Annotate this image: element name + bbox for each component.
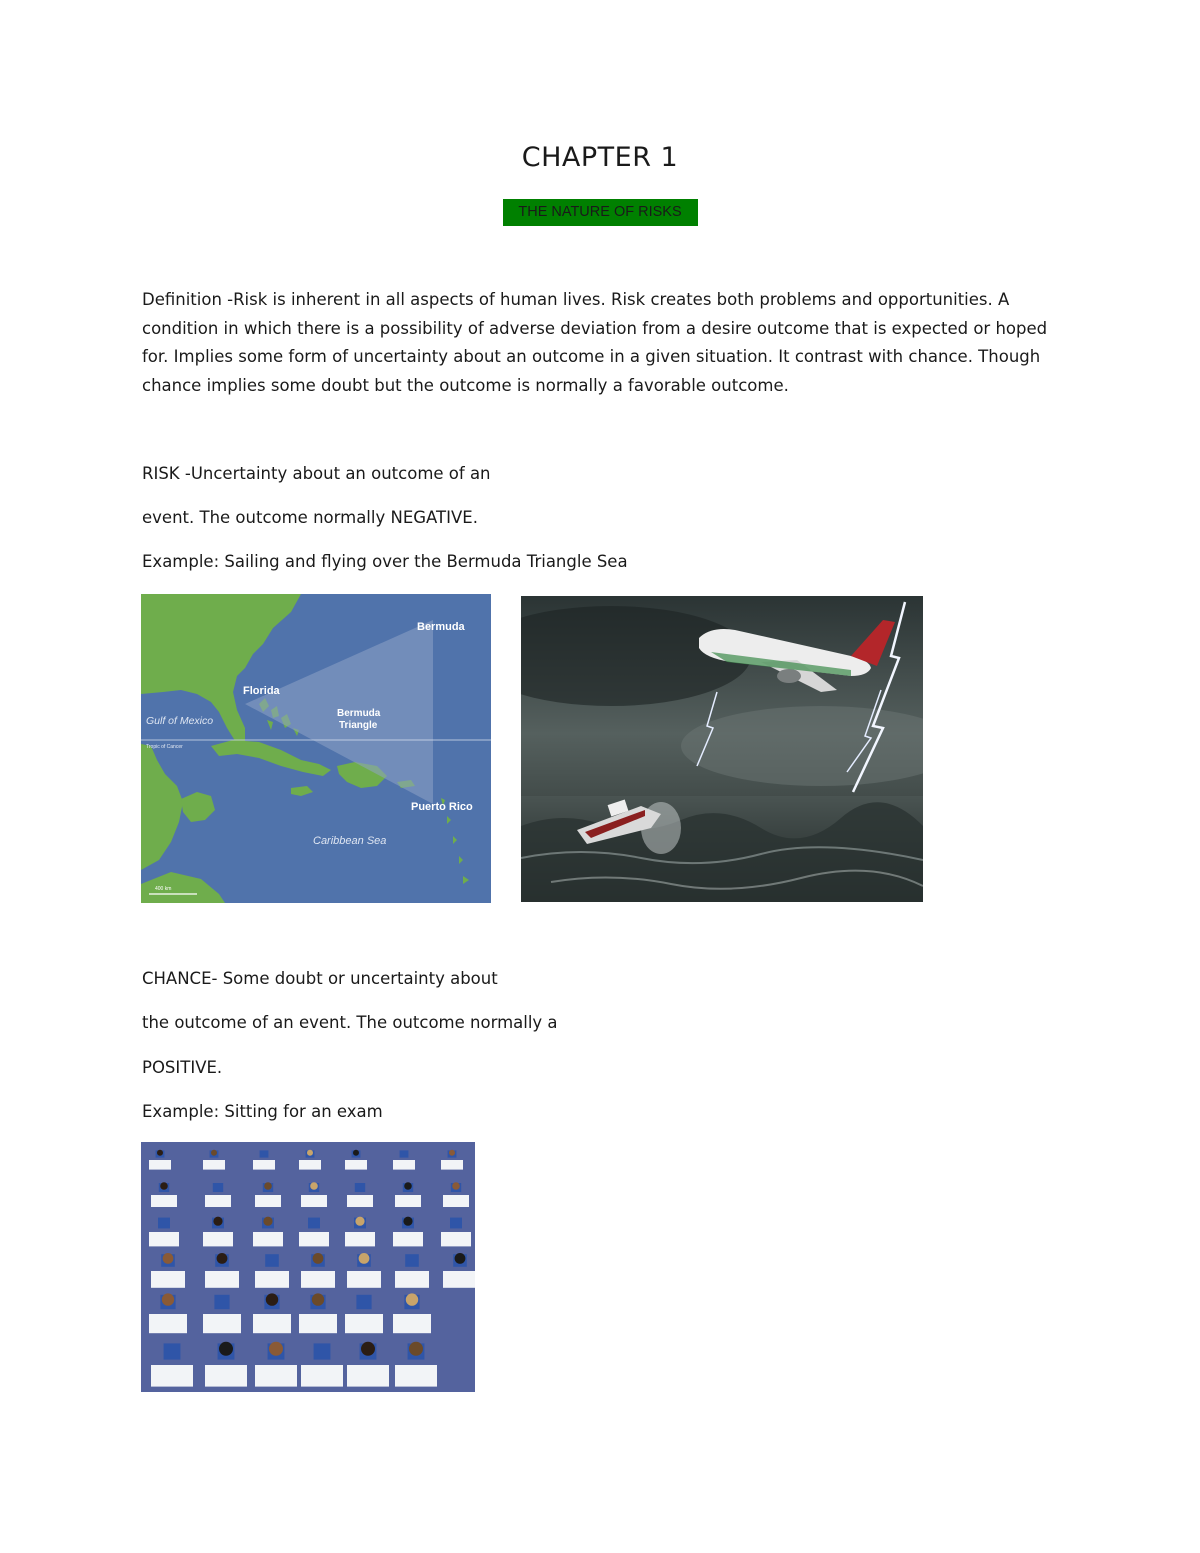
chance-example: Example: Sitting for an exam	[142, 1102, 383, 1121]
exam-student	[307, 1150, 313, 1156]
exam-chair	[260, 1150, 269, 1157]
exam-desk	[393, 1160, 415, 1170]
exam-desk	[203, 1232, 233, 1246]
exam-student	[163, 1253, 174, 1264]
map-label-caribbean: Caribbean Sea	[313, 835, 387, 847]
map-label-bermuda: Bermuda	[417, 621, 465, 633]
exam-desk	[441, 1160, 463, 1170]
exam-chair	[450, 1218, 462, 1229]
exam-student	[449, 1150, 455, 1156]
exam-student	[211, 1150, 217, 1156]
exam-student	[359, 1253, 370, 1264]
definition-paragraph: Definition -Risk is inherent in all aspects of human lives. Risk creates both problems and opportunities. A condition in which there is a possibility of adverse deviation from a desire outcome that is expected or hoped for. Implies some form of uncertainty about an outcome in a given situation. It contrast with chance. Though chance implies some doubt but the outcome is normally a favorable outcome.	[142, 290, 1048, 395]
exam-desk	[149, 1160, 171, 1170]
exam-desk	[443, 1271, 475, 1288]
exam-student	[217, 1253, 228, 1264]
exam-desk	[395, 1195, 421, 1207]
exam-student	[409, 1342, 423, 1356]
risk-line-2: event. The outcome normally NEGATIVE.	[142, 508, 478, 527]
exam-student	[452, 1182, 460, 1190]
chance-line-2: the outcome of an event. The outcome normally a	[142, 1013, 558, 1032]
exam-desk	[347, 1365, 389, 1387]
exam-desk	[443, 1195, 469, 1207]
exam-student	[264, 1182, 272, 1190]
map-label-tropic: Tropic of Cancer	[146, 744, 183, 750]
exam-desk	[151, 1271, 185, 1288]
exam-desk	[255, 1195, 281, 1207]
exam-desk	[203, 1314, 241, 1333]
exam-desk	[203, 1160, 225, 1170]
exam-student	[263, 1217, 272, 1226]
exam-graphic	[141, 1142, 475, 1392]
exam-desk	[149, 1232, 179, 1246]
exam-desk	[151, 1365, 193, 1387]
exam-desk	[347, 1195, 373, 1207]
storm-graphic	[521, 596, 923, 902]
exam-chair	[164, 1343, 181, 1359]
subtitle-wrapper	[0, 199, 1200, 226]
map-label-gulf: Gulf of Mexico	[146, 715, 214, 727]
storm-plane-image	[521, 596, 923, 902]
exam-chair	[308, 1218, 320, 1229]
map-label-scale: 400 km	[155, 886, 172, 892]
exam-student	[361, 1342, 375, 1356]
exam-desk	[301, 1195, 327, 1207]
exam-desk	[255, 1365, 297, 1387]
exam-desk	[151, 1195, 177, 1207]
exam-desk	[301, 1271, 335, 1288]
exam-desk	[299, 1314, 337, 1333]
exam-student	[455, 1253, 466, 1264]
exam-desk	[255, 1271, 289, 1288]
exam-desk	[205, 1365, 247, 1387]
exam-desk	[395, 1365, 437, 1387]
chance-line-1: CHANCE- Some doubt or uncertainty about	[142, 969, 498, 988]
exam-student	[353, 1150, 359, 1156]
exam-student	[312, 1293, 324, 1305]
exam-student	[404, 1182, 412, 1190]
risk-example: Example: Sailing and flying over the Bermuda Triangle Sea	[142, 552, 628, 571]
exam-student	[313, 1253, 324, 1264]
exam-student	[269, 1342, 283, 1356]
exam-desk	[345, 1160, 367, 1170]
exam-student	[157, 1150, 163, 1156]
exam-desk	[345, 1314, 383, 1333]
map-label-florida: Florida	[243, 685, 280, 697]
exam-desk	[205, 1195, 231, 1207]
exam-student	[219, 1342, 233, 1356]
exam-chair	[355, 1183, 365, 1192]
bermuda-map-image	[141, 594, 491, 903]
exam-student	[355, 1217, 364, 1226]
chance-line-3: POSITIVE.	[142, 1058, 223, 1077]
exam-chair	[265, 1254, 279, 1267]
exam-desk	[299, 1232, 329, 1246]
exam-chair	[356, 1295, 371, 1309]
exam-desk	[299, 1160, 321, 1170]
exam-desk	[395, 1271, 429, 1288]
exam-student	[406, 1293, 418, 1305]
exam-chair	[213, 1183, 223, 1192]
exam-chair	[405, 1254, 419, 1267]
exam-student	[403, 1217, 412, 1226]
exam-chair	[314, 1343, 331, 1359]
exam-desk	[301, 1365, 343, 1387]
exam-desk	[149, 1314, 187, 1333]
chapter-subtitle: THE NATURE OF RISKS	[503, 199, 698, 226]
risk-line-1: RISK -Uncertainty about an outcome of an	[142, 464, 491, 483]
exam-chair	[400, 1150, 409, 1157]
map-label-triangle-1: Bermuda	[337, 708, 381, 719]
exam-desk	[393, 1232, 423, 1246]
exam-hall-image	[141, 1142, 475, 1392]
exam-desk	[393, 1314, 431, 1333]
exam-desk	[205, 1271, 239, 1288]
exam-student	[160, 1182, 168, 1190]
exam-student	[266, 1293, 278, 1305]
map-graphic	[141, 594, 491, 903]
exam-desk	[253, 1232, 283, 1246]
exam-student	[213, 1217, 222, 1226]
exam-desk	[253, 1160, 275, 1170]
exam-desk	[347, 1271, 381, 1288]
exam-chair	[214, 1295, 229, 1309]
exam-student	[310, 1182, 318, 1190]
exam-chair	[158, 1218, 170, 1229]
exam-desk	[253, 1314, 291, 1333]
exam-desk	[441, 1232, 471, 1246]
chapter-title: CHAPTER 1	[521, 142, 679, 173]
exam-desk	[345, 1232, 375, 1246]
map-label-puerto-rico: Puerto Rico	[411, 801, 473, 813]
map-label-triangle-2: Triangle	[339, 720, 378, 731]
exam-student	[162, 1293, 174, 1305]
